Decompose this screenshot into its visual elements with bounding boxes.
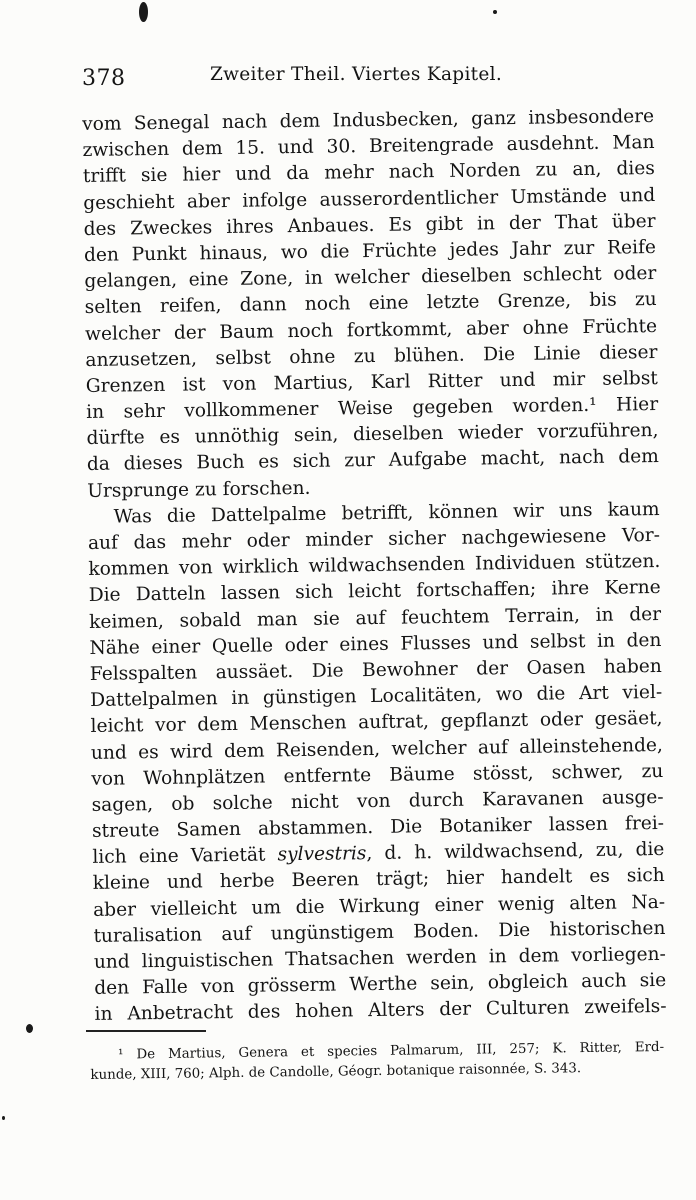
text-line: Nähe einer Quelle oder eines Flusses und selbst in den: [89, 629, 662, 659]
footnote: [90, 1038, 665, 1086]
running-title: Zweiter Theil. Viertes Kapitel.: [210, 64, 503, 85]
text-line: da dieses Buch es sich zur Aufgabe macht, nach dem: [86, 446, 660, 476]
text-line: Dattelpalmen in günstigen Localitäten, wo die Art viel-: [90, 682, 663, 712]
ink-speck: [139, 2, 148, 22]
text-line: gelangen, eine Zone, in welcher dieselben schlecht oder: [84, 263, 657, 293]
text-line: turalisation auf ungünstigem Boden. Die historischen: [93, 917, 666, 947]
text-line: den Falle von grösserm Werthe sein, obgleich auch sie: [94, 970, 667, 1000]
text-line: in sehr vollkommener Weise gegeben worden.¹ Hier: [86, 394, 659, 424]
footnote-divider: [86, 1030, 206, 1032]
footnote-line: ¹ De Martius, Genera et species Palmarum, III, 257; K. Ritter, Erd-: [118, 1039, 665, 1063]
text-line: welcher der Baum noch fortkommt, aber ohne Früchte: [84, 315, 658, 345]
text-line: streute Samen abstammen. Die Botaniker lassen frei-: [91, 813, 665, 842]
text-line: sagen, ob solche nicht von durch Karavanen ausge-: [91, 786, 664, 816]
ink-speck: [2, 1116, 5, 1120]
text-line: und es wird dem Reisenden, welcher auf alleinstehende,: [90, 734, 664, 764]
text-line: den Punkt hinaus, wo die Früchte jedes Jahr zur Reife: [83, 236, 657, 266]
text-line: keimen, sobald man sie auf feuchtem Terrain, in der: [88, 603, 662, 633]
page-number: 378: [82, 66, 126, 91]
body-text: [82, 104, 667, 1028]
footnote-line: kunde, XIII, 760; Alph. de Candolle, Géogr. botanique raisonnée, S. 343.: [90, 1061, 582, 1083]
text-line: leicht vor dem Menschen auftrat, gepflanzt oder gesäet,: [90, 708, 663, 738]
text-line: des Zweckes ihres Anbaues. Es gibt in der That über: [83, 210, 656, 240]
text-line: Was die Dattelpalme betrifft, können wir uns kaum: [113, 498, 660, 528]
text-line: anzusetzen, selbst ohne zu blühen. Die Linie dieser: [85, 341, 658, 371]
ink-speck: [493, 10, 497, 14]
text-line: auf das mehr oder minder sicher nachgewiesene Vor-: [87, 524, 661, 554]
text-line: von Wohnplätzen entfernte Bäume stösst, schwer, zu: [91, 760, 664, 790]
text-line: aber vielleicht um die Wirkung einer wenig alten Na-: [92, 891, 666, 921]
text-line: und linguistischen Thatsachen werden in dem vorliegen-: [93, 943, 666, 973]
text-line: Felsspalten aussäet. Die Bewohner der Oasen haben: [89, 655, 662, 685]
text-line: geschieht aber infolge ausserordentlicher Umstände und: [83, 184, 656, 214]
text-line: zwischen dem 15. und 30. Breitengrade ausdehnt. Man: [82, 132, 655, 162]
text-line: Grenzen ist von Martius, Karl Ritter und mir selbst: [85, 367, 658, 397]
text-line: dürfte es unnöthig sein, dieselben wieder vorzuführen,: [86, 420, 659, 450]
text-line: kommen von wirklich wildwachsenden Individuen stützen.: [88, 551, 661, 581]
text-line: selten reifen, dann noch eine letzte Grenze, bis zu: [84, 289, 657, 319]
text-line: Die Datteln lassen sich leicht fortschaffen; ihre Kerne: [88, 577, 661, 607]
text-line: vom Senegal nach dem Indusbecken, ganz insbesondere: [82, 106, 655, 135]
text-line: trifft sie hier und da mehr nach Norden zu an, dies: [82, 158, 655, 188]
ink-speck: [26, 1024, 33, 1033]
text-line: lich eine Varietät sylvestris, d. h. wildwachsend, zu, die: [92, 839, 665, 869]
text-line: in Anbetracht des hohen Alters der Culturen zweifels-: [94, 996, 667, 1026]
page-header: [82, 62, 642, 96]
text-line: Ursprunge zu forschen.: [87, 477, 311, 502]
text-line: kleine und herbe Beeren trägt; hier handelt es sich: [92, 865, 665, 895]
